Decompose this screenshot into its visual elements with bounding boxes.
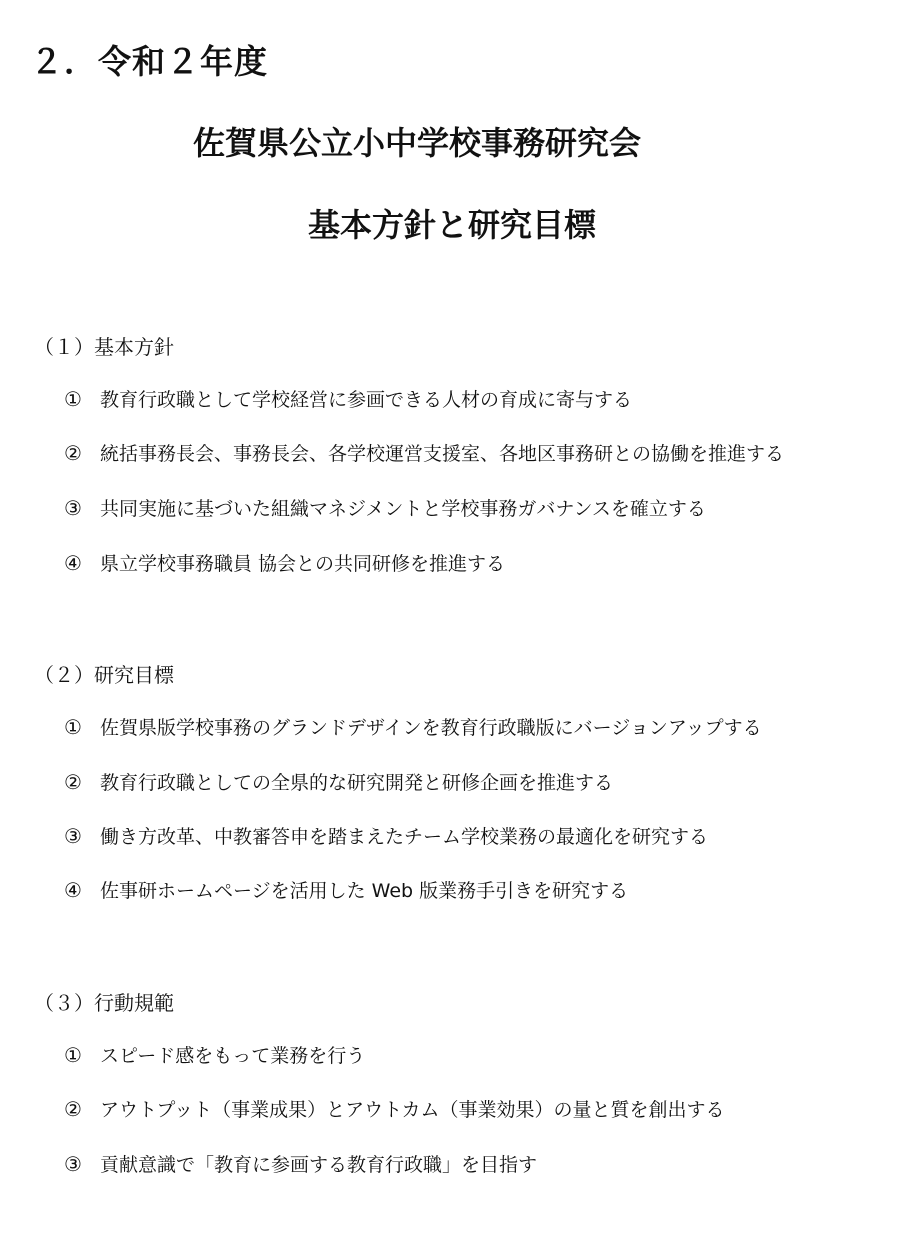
item-text: 共同実施に基づいた組織マネジメントと学校事務ガバナンスを確立する <box>100 498 706 520</box>
list-item <box>64 1095 725 1122</box>
item-number: ④ <box>64 877 82 902</box>
item-text: 教育行政職として学校経営に参画できる人材の育成に寄与する <box>100 389 633 411</box>
list-item <box>64 385 632 412</box>
list-item <box>64 876 628 903</box>
list-item <box>64 768 613 795</box>
list-item <box>64 1041 365 1068</box>
page-heading: ２．令和２年度 <box>30 42 268 81</box>
list-item <box>64 822 708 849</box>
list-item <box>64 1150 537 1177</box>
item-number: ④ <box>64 550 82 575</box>
item-text: 働き方改革、中教審答申を踏まえたチーム学校業務の最適化を研究する <box>100 826 709 848</box>
item-number: ② <box>64 1096 82 1121</box>
section-heading: （１）基本方針 <box>34 335 174 359</box>
document-title-organization: 佐賀県公立小中学校事務研究会 <box>192 124 641 162</box>
item-text: スピード感をもって業務を行う <box>100 1045 366 1067</box>
section-heading: （３）行動規範 <box>34 991 174 1015</box>
item-text: 佐賀県版学校事務のグランドデザインを教育行政職版にバージョンアップする <box>100 717 762 739</box>
item-text: 県立学校事務職員 協会との共同研修を推進する <box>100 553 506 575</box>
list-item <box>64 713 762 740</box>
item-text: 教育行政職としての全県的な研究開発と研修企画を推進する <box>100 772 614 794</box>
list-item <box>64 494 706 521</box>
item-number: ① <box>64 714 82 739</box>
item-text: 統括事務長会、事務長会、各学校運営支援室、各地区事務研との協働を推進する <box>100 443 785 465</box>
section-heading: （２）研究目標 <box>34 663 174 687</box>
item-number: ② <box>64 440 82 465</box>
item-number: ① <box>64 386 82 411</box>
item-number: ③ <box>64 1151 82 1176</box>
item-text: 貢献意識で「教育に参画する教育行政職」を目指す <box>100 1154 538 1176</box>
item-text: 佐事研ホームページを活用した Web 版業務手引きを研究する <box>100 880 629 902</box>
item-number: ③ <box>64 823 82 848</box>
item-number: ① <box>64 1042 82 1067</box>
item-number: ② <box>64 769 82 794</box>
item-number: ③ <box>64 495 82 520</box>
document-title-subject: 基本方針と研究目標 <box>307 206 596 244</box>
item-text: アウトプット（事業成果）とアウトカム（事業効果）の量と質を創出する <box>100 1099 725 1121</box>
list-item <box>64 439 784 466</box>
list-item <box>64 549 505 576</box>
